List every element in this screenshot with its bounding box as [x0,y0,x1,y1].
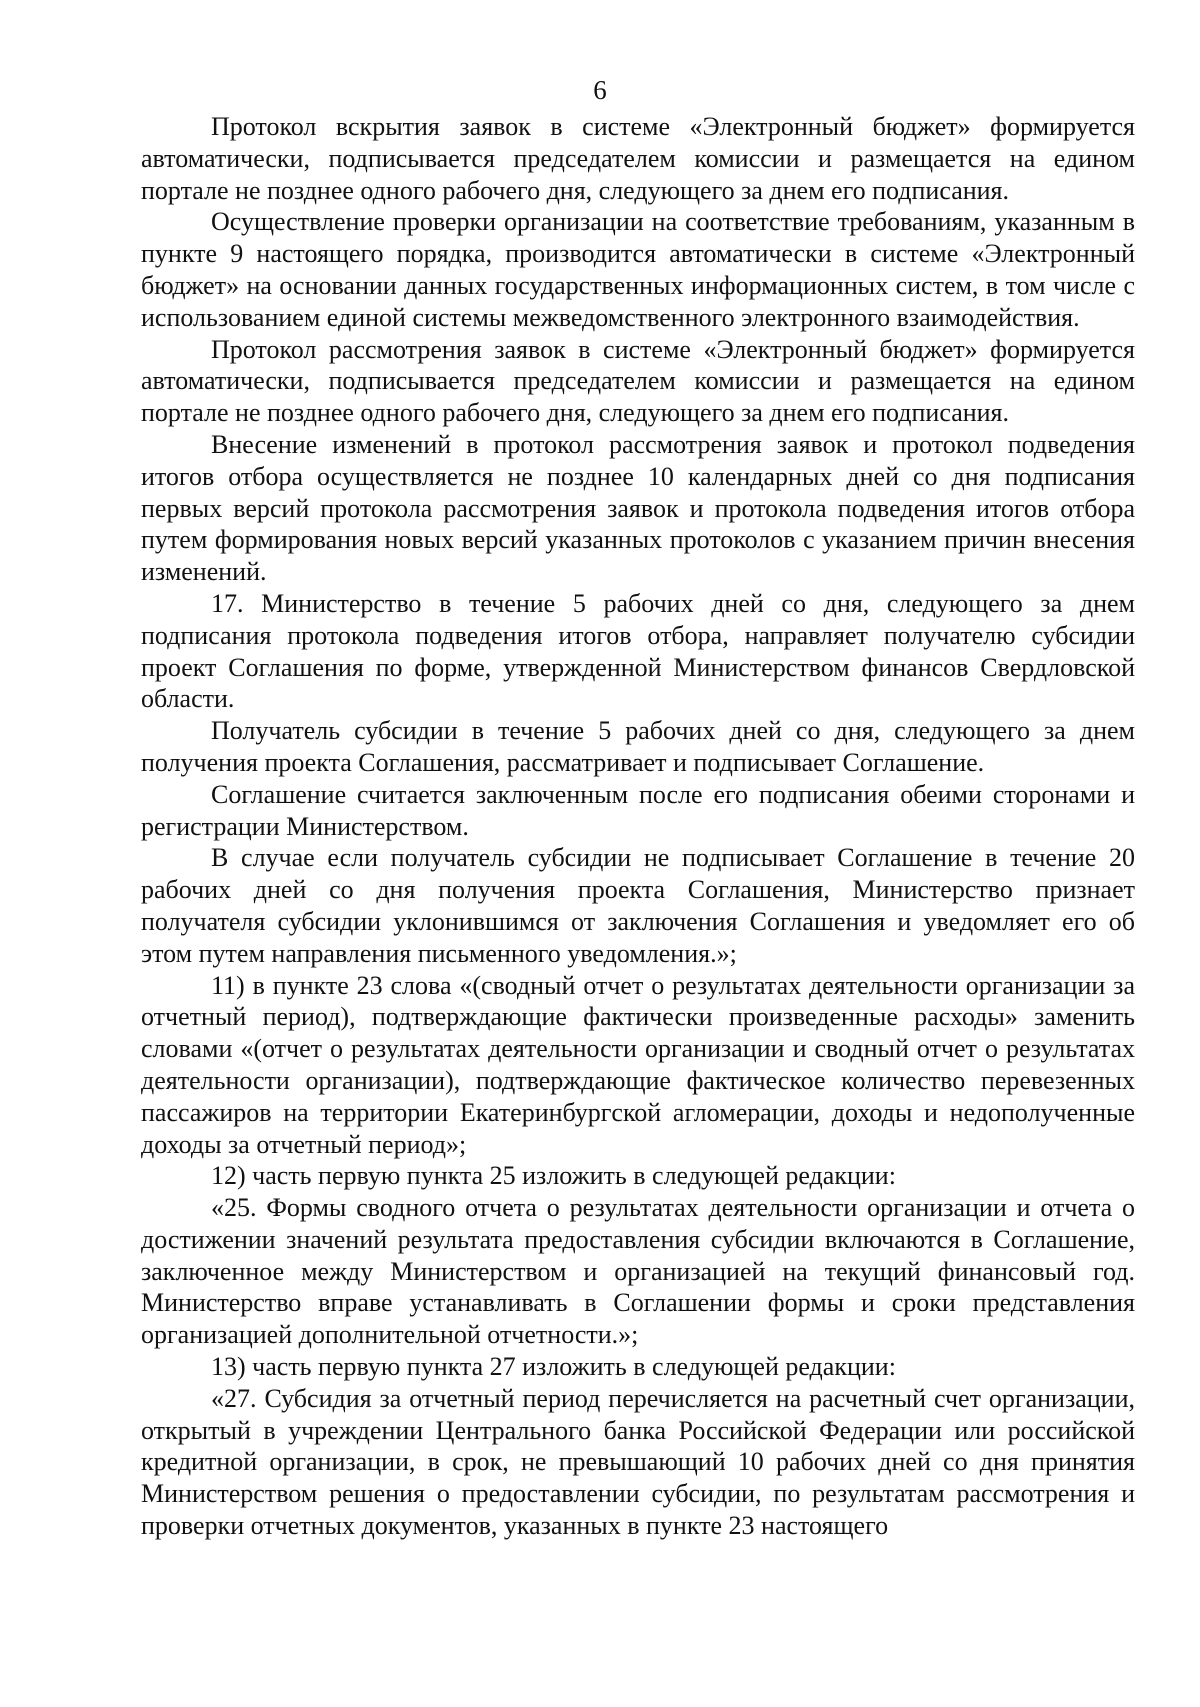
paragraph: «25. Формы сводного отчета о результатах деятельности организации и отчета о достижении значений результата предоставления субсидии включаются в Соглашение, заключенное между Министерством и организацией на текущий финансовый год. Министерство вправе устанавливать в Соглашении формы и сроки представления организацией дополнительной отчетности.»; [141,1193,1135,1350]
paragraph: 13) часть первую пункта 27 изложить в следующей редакции: [211,1352,896,1382]
paragraph: 11) в пункте 23 слова «(сводный отчет о результатах деятельности организации за отчетный период), подтверждающие фактически произведенные расходы» заменить словами «(отчет о результатах деятельности организации и сводный отчет о результатах деятельности организации), подтверждающие фактическое количество перевезенных пассажиров на территории Екатеринбургской агломерации, доходы и недополученные доходы за отчетный период»; [141,970,1135,1159]
paragraph: «27. Субсидия за отчетный период перечисляется на расчетный счет организации, открытый в учреждении Центрального банка Российской Федерации или российской кредитной организации, в срок, не превышающий 10 рабочих дней со дня принятия Министерством решения о предоставлении субсидии, по результатам рассмотрения и проверки отчетных документов, указанных в пункте 23 настоящего [141,1383,1135,1541]
paragraph: 17. Министерство в течение 5 рабочих дней со дня, следующего за днем подписания протокола подведения итогов отбора, направляет получателю субсидии проект Соглашения по форме, утвержденной Министерством финансов Свердловской области. [141,588,1135,714]
page-number: 6 [593,75,607,105]
paragraph: Осуществление проверки организации на соответствие требованиям, указанным в пункте 9 настоящего порядка, производится автоматически в системе «Электронный бюджет» на основании данных государственных информационных систем, в том числе с использованием единой системы межведомственного электронного взаимодействия. [141,207,1135,332]
paragraph: Внесение изменений в протокол рассмотрения заявок и протокол подведения итогов отбора осуществляется не позднее 10 календарных дней со дня подписания первых версий протокола рассмотрения заявок и протокола подведения итогов отбора путем формирования новых версий указанных протоколов с указанием причин внесения изменений. [141,429,1135,587]
paragraph: 12) часть первую пункта 25 изложить в следующей редакции: [211,1161,896,1191]
document-body [141,111,1135,1542]
paragraph: Соглашение считается заключенным после его подписания обеими сторонами и регистрации Министерством. [141,779,1135,841]
paragraph: В случае если получатель субсидии не подписывает Соглашение в течение 20 рабочих дней со дня получения проекта Соглашения, Министерство признает получателя субсидии уклонившимся от заключения Соглашения и уведомляет его об этом путем направления письменного уведомления.»; [141,843,1135,968]
paragraph: Получатель субсидии в течение 5 рабочих дней со дня, следующего за днем получения проекта Соглашения, рассматривает и подписывает Соглашение. [141,716,1135,777]
paragraph: Протокол вскрытия заявок в системе «Электронный бюджет» формируется автоматически, подписывается председателем комиссии и размещается на едином портале не позднее одного рабочего дня, следующего за днем его подписания. [141,112,1135,205]
paragraph: Протокол рассмотрения заявок в системе «Электронный бюджет» формируется автоматически, подписывается председателем комиссии и размещается на едином портале не позднее одного рабочего дня, следующего за днем его подписания. [141,334,1135,428]
